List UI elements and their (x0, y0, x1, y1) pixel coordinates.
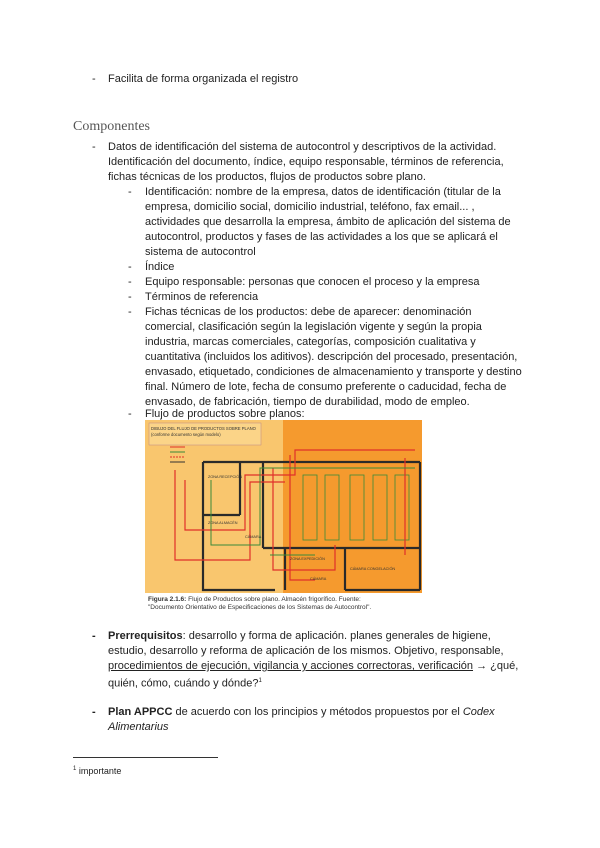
sub-bullet-dash: - (128, 261, 132, 273)
floor-plan-figure (145, 420, 422, 593)
sub-fichas-line-4: cuantitativa (incluidos los aditivos). descripción del procesado, presentación, (145, 351, 518, 363)
sub-identificacion-line-5: sistema de autocontrol (145, 246, 256, 258)
sub-identificacion-line-2: empresa, domicilio social, domicilio industrial, teléfono, fax email... , (145, 201, 475, 213)
datos-line-3: fichas técnicas de los productos, flujos de productos sobre plano. (108, 171, 426, 183)
sub-identificacion-line-1: Identificación: nombre de la empresa, datos de identificación (titular de la (145, 186, 501, 198)
prerrequisitos-underlined: procedimientos de ejecución, vigilancia y acciones correctoras, verificación (108, 660, 474, 672)
sub-fichas-line-6: final. Número de lote, fecha de consumo preferente o caducidad, fecha de (145, 381, 507, 393)
sub-bullet-dash: - (128, 408, 132, 420)
prerrequisitos-text-3: → ¿qué, (473, 660, 519, 672)
intro-item: Facilita de forma organizada el registro (108, 73, 299, 85)
sub-bullet-dash: - (128, 276, 132, 288)
footnote (73, 766, 121, 776)
room-label-recepcion: ZONA RECEPCIÓN (208, 475, 242, 479)
footnote-separator (73, 757, 218, 758)
prerrequisitos-text-1: : desarrollo y forma de aplicación. planes generales de higiene, (182, 630, 491, 642)
appcc-line-2: Alimentarius (108, 721, 169, 733)
sub-terminos: Términos de referencia (145, 291, 259, 303)
room-label-camara-2: CÁMARA (310, 577, 327, 581)
sub-fichas-line-3: industria, marcas comerciales, categorías, composición cualitativa y (145, 336, 476, 348)
sub-identificacion-line-4: autocontrol, productos y fases de las actividades a los que se aplicará el (145, 231, 498, 243)
figure-caption-text: Flujo de Productos sobre plano. Almacén frigorífico. Fuente: (186, 596, 361, 603)
figure-header-line-1: DIBUJO DEL FLUJO DE PRODUCTOS SOBRE PLANO (151, 426, 256, 431)
appcc-label: Plan APPCC (108, 706, 173, 718)
footnote-reference[interactable]: 1 (258, 678, 262, 684)
prerrequisitos-line-2: estudio, desarrollo y reforma de aplicación de los mismos. Objetivo, responsable, (108, 645, 504, 657)
figure-caption-line-1 (148, 596, 361, 604)
room-label-expedicion: ZONA EXPEDICIÓN (290, 557, 325, 561)
figure-caption-label: Figura 2.1.6: (148, 596, 187, 603)
appcc-line-1 (108, 705, 495, 720)
room-label-almacen: ZONA ALMACÉN (208, 521, 238, 525)
footnote-number: 1 (73, 766, 77, 772)
appcc-text: de acuerdo con los principios y métodos propuestos por el (172, 706, 463, 718)
sub-bullet-dash: - (128, 291, 132, 303)
datos-line-2: Identificación del documento, índice, equipo responsable, términos de referencia, (108, 156, 504, 168)
bullet-dash: - (92, 630, 96, 642)
prerrequisitos-line-4 (108, 674, 262, 692)
bullet-dash: - (92, 73, 96, 85)
sub-indice: Índice (145, 261, 175, 273)
sub-identificacion-line-3: actividades que desarrolla la empresa, ámbito de aplicación del sistema de (145, 216, 511, 228)
section-heading: Componentes (73, 119, 150, 134)
figure-header-line-2: (conforme documento según modelo) (151, 432, 221, 437)
sub-flujo: Flujo de productos sobre planos: (145, 408, 305, 420)
sub-bullet-dash: - (128, 186, 132, 198)
appcc-codex: Codex (462, 706, 495, 718)
sub-equipo: Equipo responsable: personas que conocen el proceso y la empresa (145, 276, 480, 288)
datos-line-1: Datos de identificación del sistema de autocontrol y descriptivos de la actividad. (108, 141, 497, 153)
bullet-dash: - (92, 141, 96, 153)
sub-fichas-line-5: envasado, etiquetado, condiciones de almacenamiento y transporte y destino (145, 366, 522, 378)
prerrequisitos-line-1 (108, 629, 491, 644)
sub-fichas-line-7: envasado, de fabricación, tiempo de durabilidad, modo de empleo. (145, 396, 470, 408)
prerrequisitos-text-4: quién, cómo, cuándo y dónde? (108, 677, 259, 690)
sub-fichas-line-2: comercial, clasificación según la legislación vigente y según la propia (145, 321, 482, 333)
room-label-congelacion: CÁMARA CONGELACIÓN (350, 567, 396, 571)
footnote-text: importante (78, 766, 122, 776)
sub-fichas-line-1: Fichas técnicas de los productos: debe de aparecer: denominación (145, 306, 472, 318)
figure-caption-line-2: "Documento Orientativo de Especificaciones de los Sistemas de Autocontrol". (148, 604, 372, 611)
bullet-dash: - (92, 706, 96, 718)
sub-bullet-dash: - (128, 306, 132, 318)
room-label-camara-1: CÁMARA (245, 535, 262, 539)
prerrequisitos-label: Prerrequisitos (108, 630, 183, 642)
prerrequisitos-line-3 (108, 659, 518, 674)
